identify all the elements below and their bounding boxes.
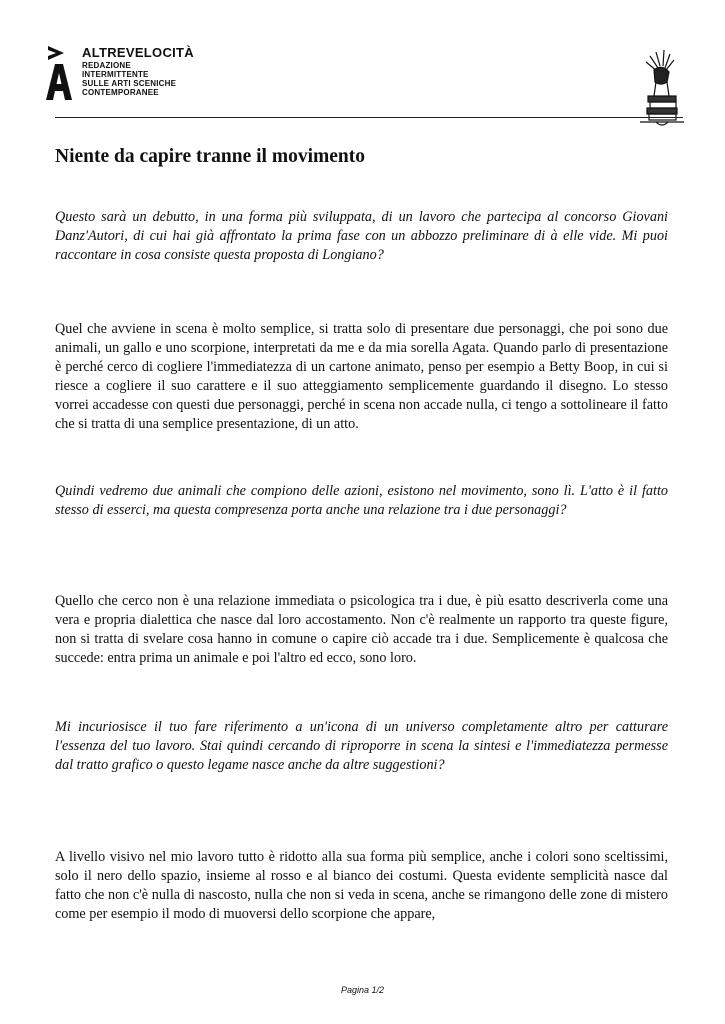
brand-line: INTERMITTENTE — [82, 70, 149, 79]
article-title: Niente da capire tranne il movimento — [55, 146, 365, 167]
brand-line: CONTEMPORANEE — [82, 88, 159, 97]
page-header — [0, 0, 725, 125]
question-paragraph: Mi incuriosisce il tuo fare riferimento a un'icona di un universo completamente altro per catturare l'essenza del tuo lavoro. Stai quindi cercando di riproporre in scena la sintesi e l'immediatezza permesse dal tratto grafico o questo legame nasce anche da altre suggestioni? — [55, 719, 668, 773]
brand-name: ALTREVELOCITÀ — [82, 45, 194, 60]
question-paragraph: Questo sarà un debutto, in una forma più sviluppata, di un lavoro che partecipa al concorso Giovani Danz'Autori, di cui hai già affrontato la prima fase con un abbozzo preliminare di à elle vide. Mi puoi raccontare in cosa consiste questa proposta di Longiano? — [55, 209, 668, 263]
question-paragraph: Quindi vedremo due animali che compiono delle azioni, esistono nel movimento, sono lì. L'atto è il fatto stesso di esserci, ma questa compresenza porta anche una relazione tra i due personaggi? — [55, 483, 668, 518]
answer-paragraph: Quello che cerco non è una relazione immediata o psicologica tra i due, è più esatto descriverla come una vera e propria dialettica che nasce dal loro accostamento. Non c'è realmente un rapporto tra queste figure, non si tratta di svelare cosa hanno in comune o capire ciò accade tra i due. Semplicemente è qualcosa che succede: entra prima un animale e poi l'altro ed ecco, sono loro. — [55, 593, 668, 666]
brand-line: REDAZIONE — [82, 61, 131, 70]
brand-block — [82, 46, 194, 97]
header-divider — [55, 117, 683, 118]
altrevelocita-logo-icon — [44, 44, 74, 102]
brand-tagline — [82, 61, 194, 97]
answer-paragraph: A livello visivo nel mio lavoro tutto è ridotto alla sua forma più semplice, anche i colori sono sceltissimi, solo il nero dello spazio, insieme al rosso e al bianco dei costumi. Questa evidente semplicità nasce dal fatto che non c'è nulla di nascosto, nulla che non si veda in scena, anche se rimangono delle zone di mistero come per esempio il modo di muoversi dello scorpione che appare, — [55, 849, 668, 922]
answer-paragraph: Quel che avviene in scena è molto semplice, si tratta solo di presentare due personaggi, che poi sono due animali, un gallo e uno scorpione, interpretati da me e da mia sorella Agata. Quando parlo di presentazione è perché cerco di cogliere l'immediatezza di un cartone animato, penso per esempio a Betty Boop, in cui si riesce a cogliere il suo carattere e il suo atteggiamento semplicemente guardando il disegno. Lo stesso vorrei accadesse con questi due personaggi, perché in scena non accade nulla, ci tengo a sottolineare il fatto che si tratta di una semplice presentazione, di un atto. — [55, 321, 668, 432]
brand-line: SULLE ARTI SCENICHE — [82, 79, 177, 88]
page-number: Pagina 1/2 — [340, 985, 385, 995]
